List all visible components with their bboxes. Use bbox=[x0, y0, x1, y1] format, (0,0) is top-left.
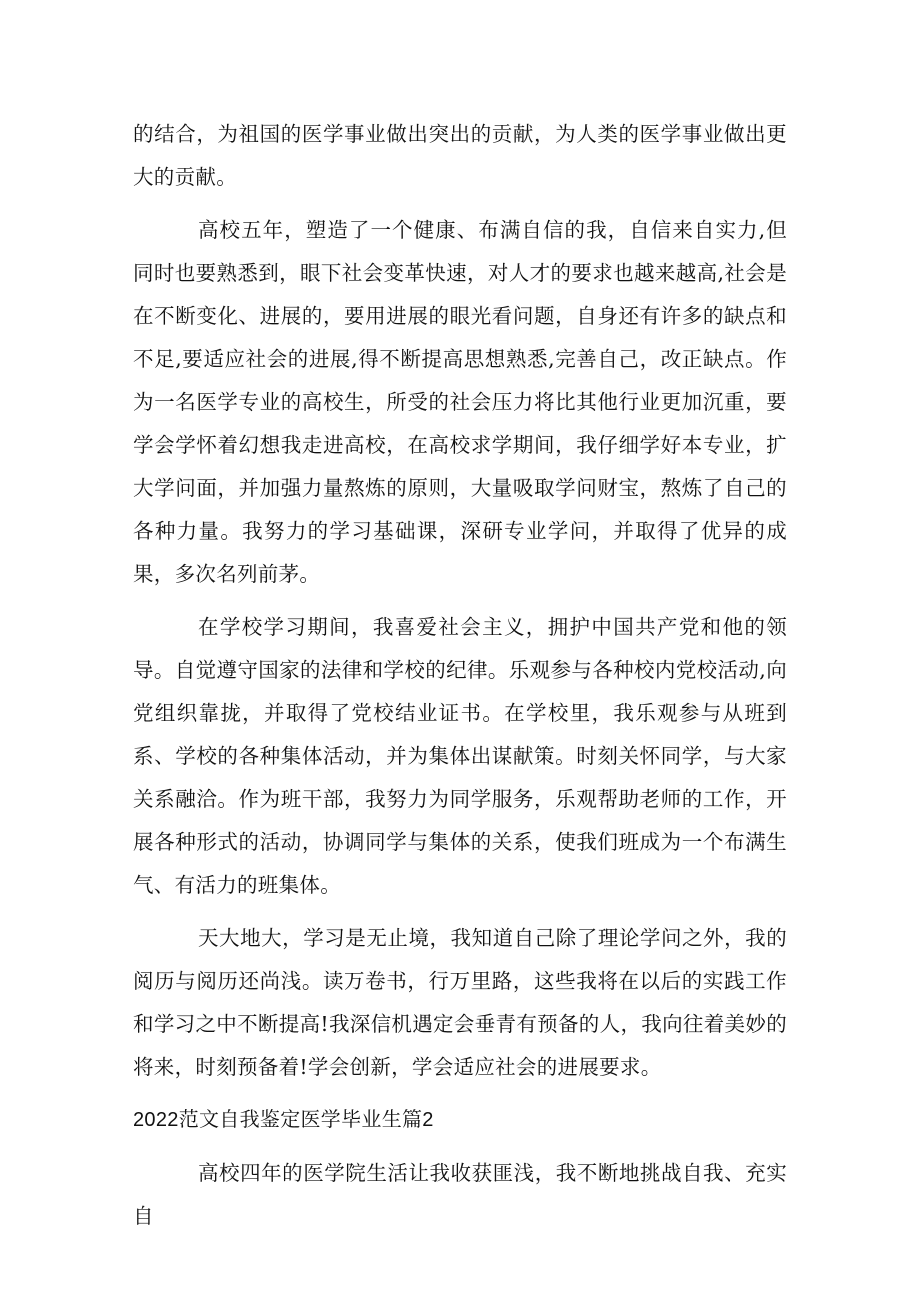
section-heading: 2022范文自我鉴定医学毕业生篇2 bbox=[133, 1109, 434, 1131]
paragraph-1: 的结合，为祖国的医学事业做出突出的贡献，为人类的医学事业做出更大的贡献。 bbox=[133, 122, 787, 189]
paragraph-3: 在学校学习期间，我喜爱社会主义，拥护中国共产党和他的领导。自觉遵守国家的法律和学校的纪律。乐观参与各种校内党校活动,向党组织靠拢，并取得了党校结业证书。在学校里，我乐观参与从班到系、学校的各种集体活动，并为集体出谋献策。时刻关怀同学，与大家关系融洽。作为班干部，我努力为同学服务，乐观帮助老师的工作，开展各种形式的活动，协调同学与集体的关系，使我们班成为一个布满生气、有活力的班集体。 bbox=[133, 615, 787, 897]
paragraph-4: 天大地大，学习是无止境，我知道自己除了理论学问之外，我的阅历与阅历还尚浅。读万卷书，行万里路，这些我将在以后的实践工作和学习之中不断提高!我深信机遇定会垂青有预备的人，我向往着美妙的将来，时刻预备着!学会创新，学会适应社会的进展要求。 bbox=[133, 926, 787, 1079]
paragraph-2: 高校五年，塑造了一个健康、布满自信的我，自信来自实力,但同时也要熟悉到，眼下社会变革快速，对人才的要求也越来越高,社会是在不断变化、进展的，要用进展的眼光看问题，自身还有许多的缺点和不足,要适应社会的进展,得不断提高思想熟悉,完善自己，改正缺点。作为一名医学专业的高校生，所受的社会压力将比其他行业更加沉重，要学会学怀着幻想我走进高校，在高校求学期间，我仔细学好本专业，扩大学问面，并加强力量熬炼的原则，大量吸取学问财宝，熬炼了自己的各种力量。我努力的学习基础课，深研专业学问，并取得了优异的成果，多次名列前茅。 bbox=[133, 218, 787, 586]
paragraph-5: 高校四年的医学院生活让我收获匪浅，我不断地挑战自我、充实自 bbox=[133, 1161, 787, 1228]
document-body bbox=[133, 113, 787, 1248]
